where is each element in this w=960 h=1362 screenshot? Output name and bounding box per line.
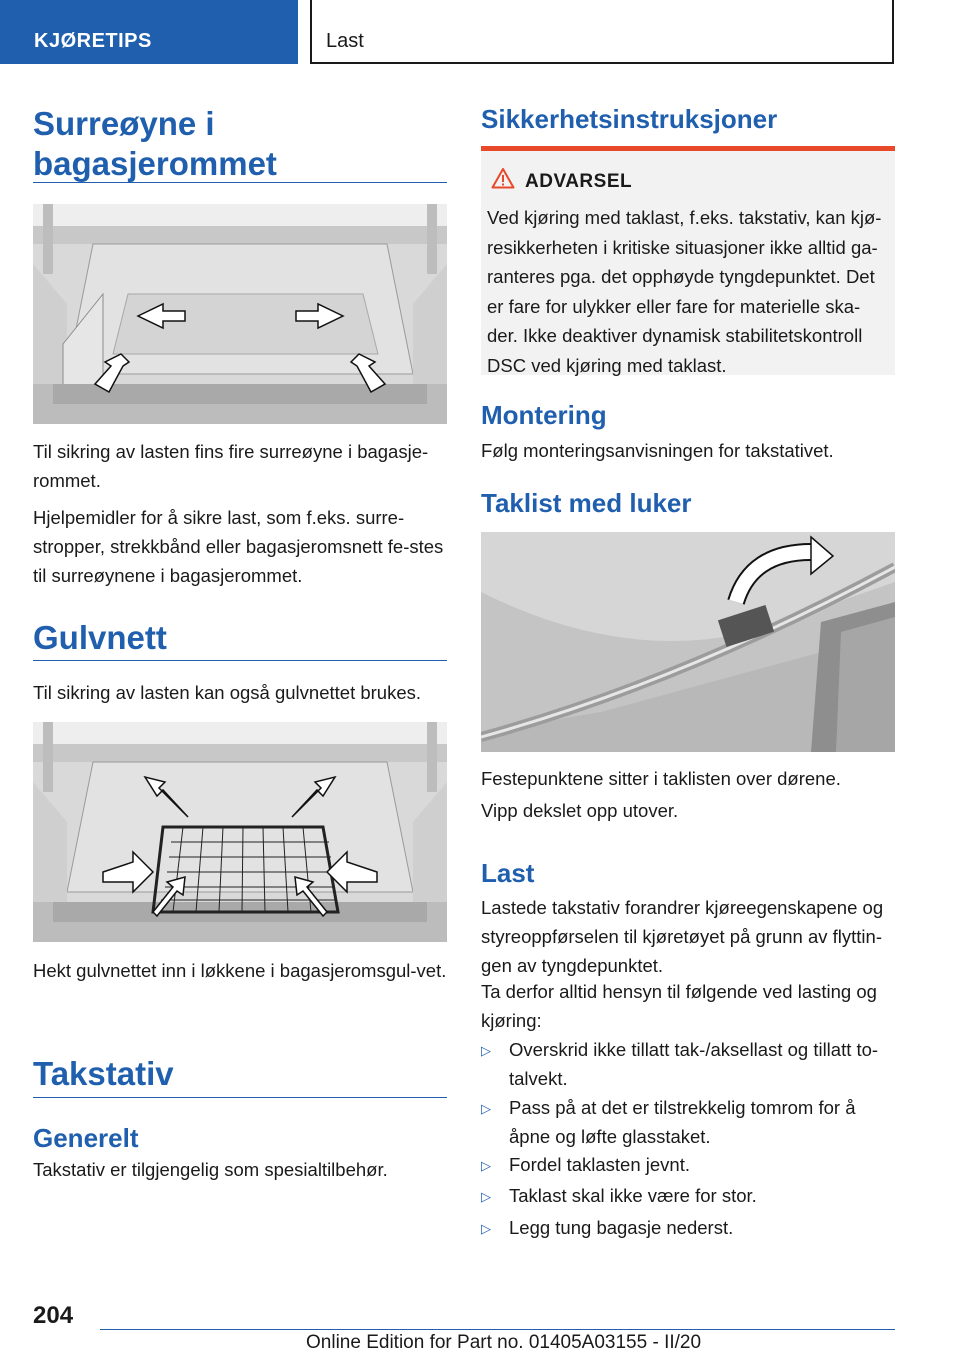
paragraph-flip-cover: Vipp dekslet opp utover. [481, 800, 679, 821]
trunk-floor-net-image [33, 722, 447, 942]
paragraph-mounting: Følg monteringsanvisningen for takstativet. [481, 440, 834, 461]
list-item-text: Fordel taklasten jevnt. [509, 1154, 690, 1175]
list-item-text: Pass på at det er tilstrekkelig tomrom for å åpne og løfte glasstaket. [509, 1097, 856, 1147]
trunk-lashing-eyes-image [33, 204, 447, 424]
list-item [481, 1035, 895, 1093]
bullet-triangle-icon: ▷ [481, 1221, 491, 1236]
bullet-triangle-icon: ▷ [481, 1101, 491, 1116]
chapter-label: KJØRETIPS [34, 30, 152, 52]
paragraph-floor-net: Til sikring av lasten kan også gulvnettet brukes. [33, 682, 422, 703]
list-item [481, 1093, 895, 1151]
heading-roof-rail-flaps: Taklist med luker [481, 488, 692, 518]
paragraph-attachment-points: Festepunktene sitter i taklisten over dørene. [481, 768, 841, 789]
page-number: 204 [33, 1302, 74, 1329]
heading-line-1: Surreøyne i [33, 105, 215, 142]
paragraph-hook-net: Hekt gulvnettet inn i løkkene i bagasjeromsgul-vet. [33, 960, 447, 981]
list-item-text: Legg tung bagasje nederst. [509, 1217, 734, 1238]
list-item-text: Taklast skal ikke være for stor. [509, 1185, 757, 1206]
warning-title: ADVARSEL [525, 171, 633, 192]
roof-rail-flap-image [481, 532, 895, 752]
heading-safety-instructions: Sikkerhetsinstruksjoner [481, 104, 778, 134]
bullet-triangle-icon: ▷ [481, 1043, 491, 1058]
paragraph-general: Takstativ er tilgjengelig som spesialtilbehør. [33, 1159, 388, 1180]
paragraph-load: Lastede takstativ forandrer kjøreegenskapene og styreoppførselen til kjøretøyet på grunn av flyttin-gen av tyngdepunktet. [481, 897, 884, 976]
bullet-triangle-icon: ▷ [481, 1189, 491, 1204]
heading-lashing-eyes [33, 104, 277, 184]
list-item [481, 1181, 895, 1211]
heading-mounting: Montering [481, 400, 607, 430]
paragraph-lashing-aids: Hjelpemidler for å sikre last, som f.eks. surre-stropper, strekkbånd eller bagasjeromsnett fe-stes til surreøynene i bagasjerommet. [33, 507, 444, 586]
chapter-tab [0, 0, 298, 64]
footer-edition: Online Edition for Part no. 01405A03155 - II/20 [306, 1332, 702, 1353]
heading-floor-net: Gulvnett [33, 619, 167, 656]
paragraph-loading-note: Ta derfor alltid hensyn til følgende ved lasting og kjøring: [481, 981, 877, 1031]
warning-icon [491, 167, 515, 189]
heading-line-2: bagasjerommet [33, 145, 277, 182]
heading-rule [33, 1097, 447, 1098]
heading-rule [33, 182, 447, 183]
warning-text: Ved kjøring med taklast, f.eks. takstativ, kan kjø-resikkerheten i kritiske situasjoner ikke alltid ga-ranteres pga. det opphøyde tyngdepunktet. Det er fare for ulykker eller fare for materielle ska-der. Ikke deaktiver dynamisk stabilitetskontroll DSC ved kjøring med taklast. [487, 207, 882, 376]
bullet-triangle-icon: ▷ [481, 1158, 491, 1173]
heading-load: Last [481, 858, 535, 888]
warning-box [481, 151, 895, 375]
heading-general: Generelt [33, 1123, 139, 1153]
list-item [481, 1150, 895, 1180]
section-header [310, 0, 894, 64]
paragraph-lashing-eyes: Til sikring av lasten fins fire surreøyne i bagasje-rommet. [33, 441, 429, 491]
list-item [481, 1213, 895, 1243]
heading-rule [33, 660, 447, 661]
footer-rule [100, 1329, 895, 1330]
list-item-text: Overskrid ikke tillatt tak-/aksellast og tillatt to-talvekt. [509, 1039, 879, 1089]
heading-roof-rack: Takstativ [33, 1055, 174, 1092]
section-label: Last [326, 30, 364, 52]
